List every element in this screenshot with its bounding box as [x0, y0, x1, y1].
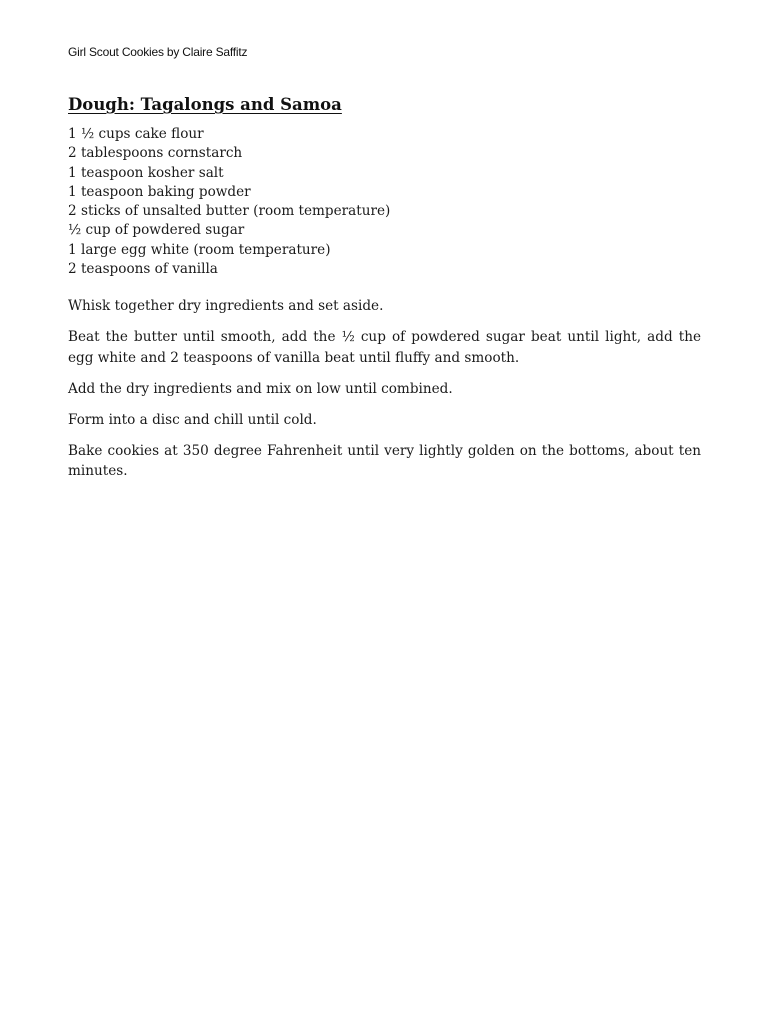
- instruction-step: Whisk together dry ingredients and set aside.: [68, 298, 384, 315]
- ingredient-item: 1 large egg white (room temperature): [68, 241, 331, 258]
- ingredient-list: [68, 125, 701, 279]
- ingredient-item: 1 teaspoon baking powder: [68, 183, 251, 200]
- recipe-body: [68, 92, 701, 482]
- ingredient-item: ½ cup of powdered sugar: [68, 222, 245, 239]
- ingredient-item: 2 teaspoons of vanilla: [68, 261, 218, 278]
- ingredient-item: 1 teaspoon kosher salt: [68, 164, 224, 181]
- ingredient-item: 2 tablespoons cornstarch: [68, 145, 243, 162]
- instruction-step: Bake cookies at 350 degree Fahrenheit until very lightly golden on the bottoms, about ten minutes.: [68, 442, 701, 480]
- ingredient-item: 2 sticks of unsalted butter (room temperature): [68, 203, 391, 220]
- section-title: Dough: Tagalongs and Samoa: [68, 95, 342, 114]
- document-header: Girl Scout Cookies by Claire Saffitz: [68, 45, 248, 59]
- ingredient-item: 1 ½ cups cake flour: [68, 126, 204, 142]
- instruction-step: Form into a disc and chill until cold.: [68, 411, 317, 428]
- instruction-step: Add the dry ingredients and mix on low until combined.: [68, 380, 453, 397]
- instruction-step: Beat the butter until smooth, add the ½ cup of powdered sugar beat until light, add the egg white and 2 teaspoons of vanilla beat until fluffy and smooth.: [68, 329, 701, 366]
